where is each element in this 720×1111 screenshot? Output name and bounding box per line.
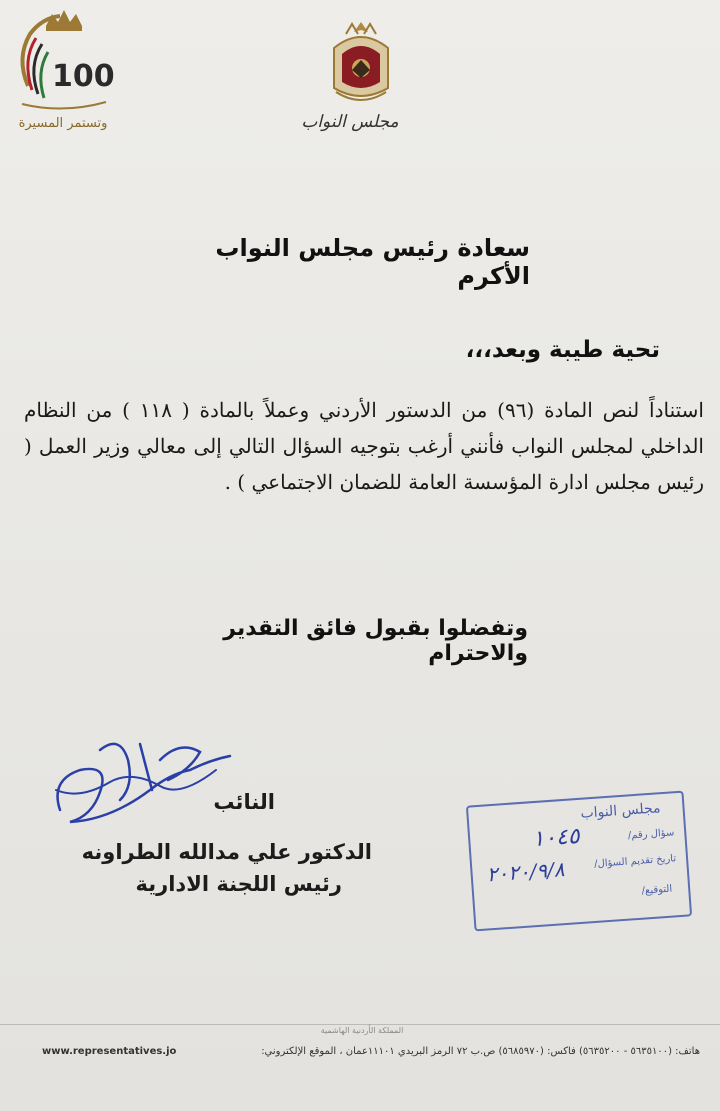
crown-icon bbox=[46, 10, 82, 31]
parliament-name: مجلس النواب bbox=[301, 112, 399, 132]
signatory-name: الدكتور علي مدالله الطراونه bbox=[81, 840, 372, 864]
centenary-emblem-icon bbox=[8, 8, 118, 118]
centenary-number: 100 bbox=[52, 59, 115, 94]
signatory-title: النائب bbox=[213, 790, 275, 814]
footer-watermark: المملكة الأردنية الهاشمية bbox=[320, 1026, 404, 1035]
stamp-title: مجلس النواب bbox=[579, 800, 662, 822]
stamp-date-value: ٢٠٢٠/٩/٨ bbox=[485, 857, 566, 887]
centenary-logo bbox=[8, 8, 118, 138]
footer-contact: هاتف: (٥٦٣٥١٠٠ - ٥٦٣٥٢٠٠) فاكس: (٥٦٨٥٩٧٠) ص.ب ٧٢ الرمز البريدي ١١١٠١عمان ، الموقع الإلكتروني: bbox=[261, 1046, 700, 1057]
centenary-tagline: وتستمر المسيرة bbox=[18, 116, 108, 131]
registry-stamp bbox=[466, 791, 692, 932]
footer-divider bbox=[0, 1024, 720, 1025]
stamp-number-value: ١٠٤٥ bbox=[531, 823, 581, 853]
signatory-role: رئيس اللجنة الادارية bbox=[135, 872, 342, 896]
handwritten-signature bbox=[40, 730, 250, 840]
stamp-signature-label: التوقيع/ bbox=[641, 883, 673, 897]
coat-of-arms-icon bbox=[322, 18, 400, 108]
letter-body: استناداً لنص المادة (٩٦) من الدستور الأردني وعملاً بالمادة ( ١١٨ ) من النظام الداخلي لمجلس النواب فأنني أرغب بتوجيه السؤال التالي إلى معالي وزير العمل ( رئيس مجلس ادارة المؤسسة العامة للضمان الاجتماعي ) . bbox=[24, 398, 704, 494]
closing: وتفضلوا بقبول فائق التقدير والاحترام bbox=[223, 616, 528, 666]
stamp-number-label: سؤال رقم/ bbox=[627, 827, 675, 842]
addressee: سعادة رئيس مجلس النواب الأكرم bbox=[215, 234, 530, 290]
stamp-date-label: تاريخ تقديم السؤال/ bbox=[593, 853, 677, 870]
greeting: تحية طيبة وبعد،،، bbox=[465, 337, 660, 363]
footer-website: www.representatives.jo bbox=[42, 1046, 177, 1057]
